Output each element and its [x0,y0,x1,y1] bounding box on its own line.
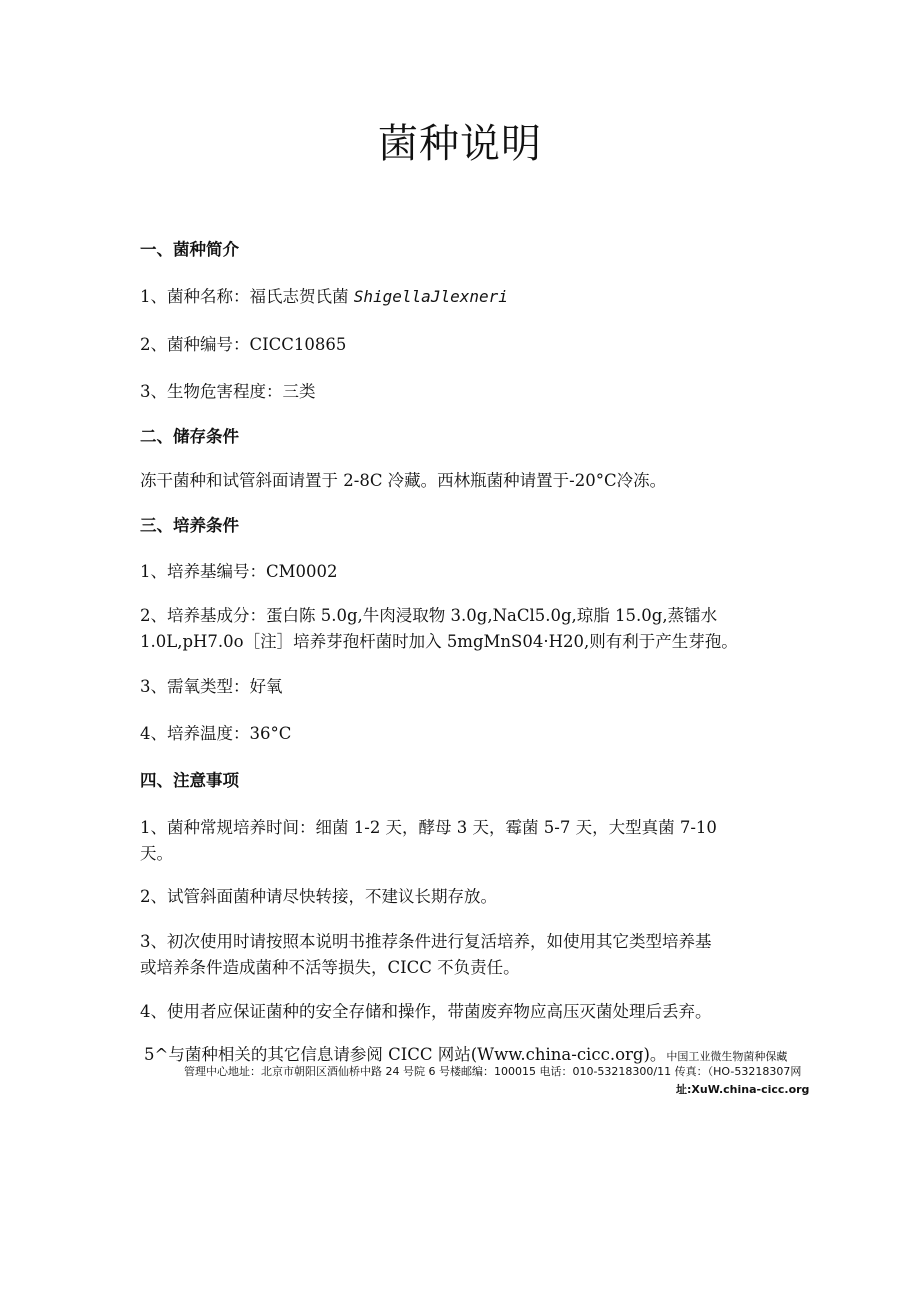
page-title: 菌种说明 [378,121,542,167]
medium-number-line: 1、培养基编号：CM0002 [140,562,338,581]
strain-latin-name: ShigellaJlexneri [353,287,508,306]
section-heading-culture: 三、培养条件 [140,516,239,535]
biohazard-level-line: 3、生物危害程度：三类 [140,382,316,401]
footer-org: 中国工业微生物菌种保藏 [666,1050,788,1063]
medium-composition-line1: 2、培养基成分：蛋白陈 5.0g,牛肉浸取物 3.0g,NaCl5.0g,琼脂 15.0g,蒸镭水 [140,606,718,625]
strain-name-label: 1、菌种名称：福氏志贺氏菌 [140,287,354,306]
footer-website: 址:XuW.china-cicc.org [676,1083,810,1096]
note-1-line1: 1、菌种常规培养时间：细菌 1-2 天，酵母 3 天，霉菌 5-7 天，大型真菌 7-10 [140,818,717,837]
note-5: 5^与菌种相关的其它信息请参阅 CICC 网站(Www.china-cicc.org)。 [144,1045,667,1064]
medium-composition-line2: 1.0L,pH7.0o［注］培养芽孢杆菌时加入 5mgMnS04·H20,则有利于产生芽孢。 [140,632,738,651]
footer-address: 管理中心地址：北京市朝阳区酒仙桥中路 24 号院 6 号楼邮编：100015 电话：010-53218300/11 传真：（HO-53218307网 [184,1065,802,1078]
section-heading-notes: 四、注意事项 [140,771,239,790]
note-2: 2、试管斜面菌种请尽快转接，不建议长期存放。 [140,887,497,906]
storage-text: 冻干菌种和试管斜面请置于 2-8C 冷藏。西林瓶菌种请置于-20°C冷冻。 [140,471,667,490]
section-heading-storage: 二、储存条件 [140,427,239,446]
note-4: 4、使用者应保证菌种的安全存储和操作，带菌废弃物应高压灭菌处理后丢弃。 [140,1002,712,1021]
strain-name-line [140,283,508,307]
culture-temperature-line: 4、培养温度：36°C [140,724,292,743]
oxygen-type-line: 3、需氧类型：好氧 [140,677,283,696]
note-5-line [144,1041,787,1065]
section-heading-intro: 一、菌种简介 [140,240,239,259]
note-1-line2: 天。 [140,844,173,863]
strain-number-line: 2、菌种编号：CICC10865 [140,335,347,354]
note-3-line1: 3、初次使用时请按照本说明书推荐条件进行复活培养，如使用其它类型培养基 [140,932,712,951]
note-3-line2: 或培养条件造成菌种不活等损失，CICC 不负责任。 [140,958,520,977]
